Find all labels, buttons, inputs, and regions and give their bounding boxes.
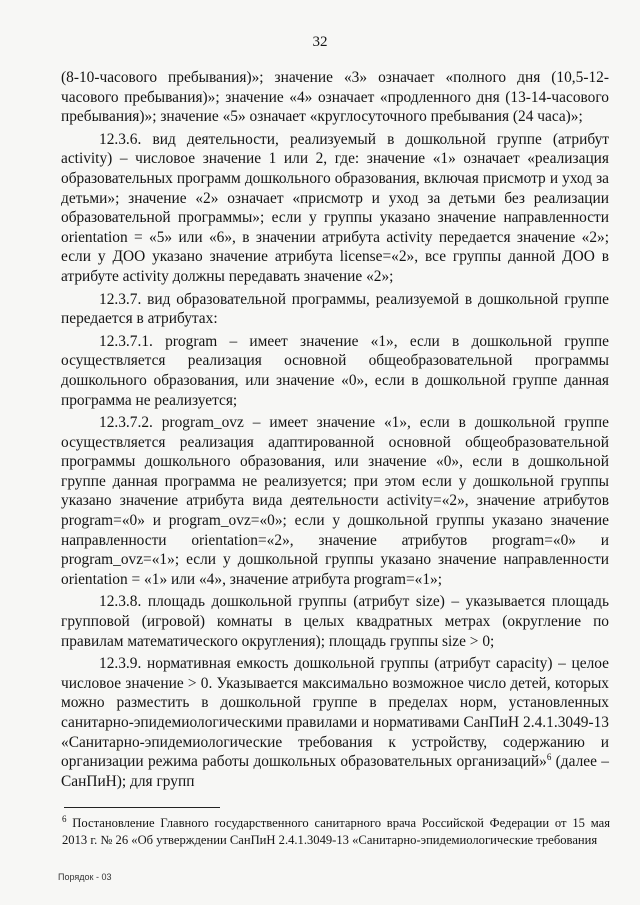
paragraph-12-3-9-text: 12.3.9. нормативная емкость дошкольной группы (атрибут capacity) – целое числовое значение > 0. Указывается максимально возможное число детей, которых можно разместить в дошкольной группе в пределах норм, установленных санитарно-эпидемиологическими правилами и нормативами СанПиН 2.4.1.3049-13 «Санитарно-эпидемиологические требования к устройству, содержанию и организации режима работы дошкольных образовательных организаций»: [61, 655, 609, 771]
paragraph-12-3-6: 12.3.6. вид деятельности, реализуемый в дошкольной группе (атрибут activity) – числовое значение 1 или 2, где: значение «1» означает «реализация образовательных программ дошкольного образования, включая присмотр и уход за детьми»; значение «2» означает «присмотр и уход за детьми без реализации образовательной программы»; если у группы указано значение направленности orientation = «5» или «6», в значении атрибута activity передается значение «2»; если у ДОО указано значение атрибута license=«2», все группы данной ДОО в атрибуте activity должны передавать значение «2»;: [61, 130, 609, 285]
paragraph-12-3-9: [61, 654, 609, 791]
footnote-marker: 6: [62, 813, 67, 824]
footnote: [62, 815, 610, 849]
footnote-reference[interactable]: 6: [546, 752, 552, 763]
paragraph-12-3-7-2: 12.3.7.2. program_ovz – имеет значение «1», если в дошкольной группе осуществляется реализация адаптированной основной общеобразовательной программы дошкольного образования, или значение «0», если в дошкольной группе данная программа не реализуется; при этом если у дошкольной группы указано значение атрибута вида деятельности activity=«2», значение атрибутов program=«0» и program_ovz=«0»; если у дошкольной группы указано значение направленности orientation=«2», значение атрибутов program=«0» и program_ovz=«1»; если у дошкольной группы указано значение направленности orientation = «1» или «4», значение атрибута program=«1»;: [61, 414, 609, 588]
page-number: 32: [312, 34, 328, 50]
footer-label: Порядок - 03: [58, 872, 112, 882]
body-text: [61, 68, 609, 794]
paragraph-12-3-8: 12.3.8. площадь дошкольной группы (атрибут size) – указывается площадь групповой (игровой) комнаты в целых квадратных метрах (округление по правилам математического округления); площадь группы size > 0;: [61, 593, 609, 650]
paragraph-continuation: (8-10-часового пребывания)»; значение «3» означает «полного дня (10,5-12-часового пребывания)»; значение «4» означает «продленного дня (13-14-часового пребывания)»; значение «5» означает «круглосуточного пребывания (24 часа)»;: [61, 69, 609, 126]
footnote-text: Постановление Главного государственного санитарного врача Российской Федерации от 15 мая 2013 г. № 26 «Об утверждении СанПиН 2.4.1.3049-13 «Санитарно-эпидемиологические требования: [62, 816, 610, 847]
footnote-divider: [64, 807, 220, 808]
paragraph-12-3-9-tail: (далее – СанПиН); для групп: [61, 753, 610, 790]
paragraph-12-3-7-1: 12.3.7.1. program – имеет значение «1», если в дошкольной группе осуществляется реализация основной общеобразовательной программы дошкольного образования, или значение «0», если в дошкольной группе данная программа не реализуется;: [61, 332, 609, 409]
paragraph-12-3-7: 12.3.7. вид образовательной программы, реализуемой в дошкольной группе передается в атрибутах:: [61, 290, 609, 328]
